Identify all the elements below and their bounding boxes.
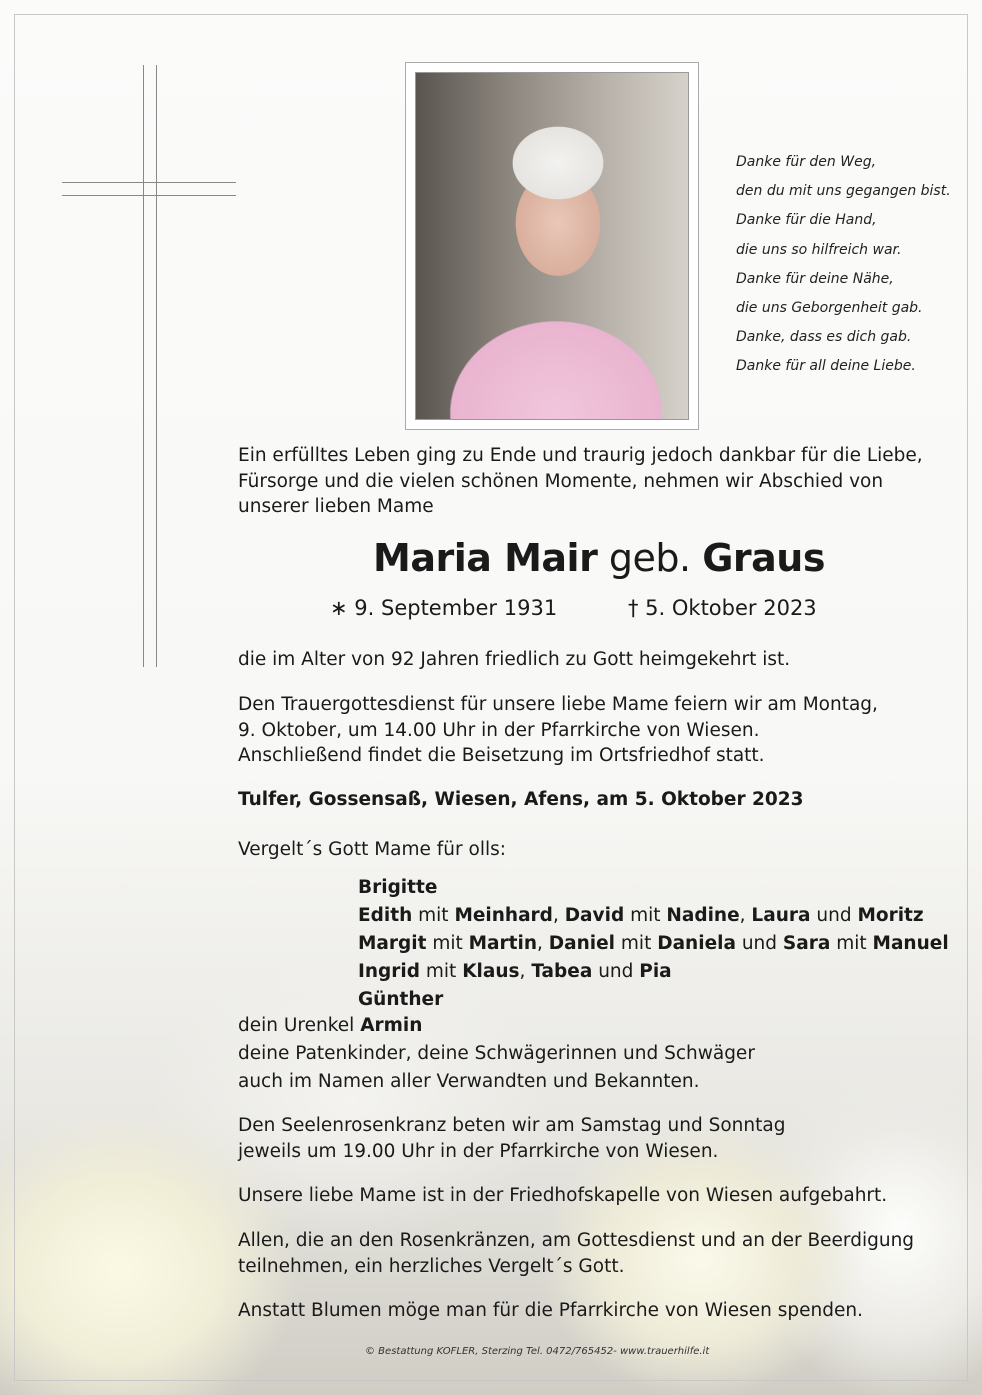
family-connector: und <box>810 905 858 926</box>
poem-line: Danke für deine Nähe, <box>736 270 894 287</box>
poem-line: den du mit uns gegangen bist. <box>736 183 951 200</box>
place-date: Tulfer, Gossensaß, Wiesen, Afens, am 5. Oktober 2023 <box>238 789 804 810</box>
family-name: Sara <box>782 933 831 954</box>
family-name: Klaus <box>462 961 520 982</box>
family-connector: mit <box>426 933 469 954</box>
family-connector: mit <box>830 933 873 954</box>
name-first: Maria Mair <box>373 536 598 580</box>
poem-line: die uns so hilfreich war. <box>736 241 902 258</box>
family-name: Margit <box>358 933 427 954</box>
family-name: Brigitte <box>358 877 438 898</box>
family-name: Tabea <box>531 961 593 982</box>
name-geb: geb. <box>608 536 691 580</box>
family-connector: und <box>735 933 783 954</box>
family-name: Günther <box>358 989 444 1010</box>
text-line: Den Seelenrosenkranz beten wir am Samstag und Sonntag <box>238 1115 786 1136</box>
text-line: Ein erfülltes Leben ging zu Ende und traurig jedoch dankbar für die Liebe, <box>238 445 923 466</box>
family-connector: , <box>537 933 549 954</box>
family-name: Edith <box>358 905 413 926</box>
text-line: jeweils um 19.00 Uhr in der Pfarrkirche von Wiesen. <box>238 1140 719 1162</box>
family-connector: , <box>519 961 532 982</box>
family-list <box>358 874 949 1014</box>
urenkel-name: Armin <box>360 1015 423 1036</box>
laid-out-line: Unsere liebe Mame ist in der Friedhofskapelle von Wiesen aufgebahrt. <box>238 1185 888 1206</box>
family-connector: mit <box>420 961 463 982</box>
family-name: Manuel <box>872 933 949 954</box>
death-date: † 5. Oktober 2023 <box>628 596 817 620</box>
portrait-photo <box>405 62 699 430</box>
family-line <box>358 986 949 1014</box>
age-line: die im Alter von 92 Jahren friedlich zu Gott heimgekehrt ist. <box>238 649 791 670</box>
urenkel-line <box>238 1013 422 1039</box>
birth-date: ∗ 9. September 1931 <box>330 596 558 620</box>
text-line: unserer lieben Mame <box>238 496 434 517</box>
footer-credit: © Bestattung KOFLER, Sterzing Tel. 0472/765452- www.trauerhilfe.it <box>365 1346 710 1357</box>
poem-line: Danke, dass es dich gab. <box>736 329 912 346</box>
gratitude-text <box>238 1228 914 1279</box>
poem-line: Danke für all deine Liebe. <box>736 358 916 375</box>
family-name: Nadine <box>666 905 740 926</box>
family-line <box>358 930 949 958</box>
deceased-name <box>373 536 825 580</box>
thanks-line: Vergelt´s Gott Mame für olls: <box>238 839 506 860</box>
text-line: Anschließend findet die Beisetzung im Ortsfriedhof statt. <box>238 745 765 766</box>
name-maiden: Graus <box>702 536 825 580</box>
family-name: Martin <box>468 933 538 954</box>
family-name: Daniel <box>548 933 616 954</box>
poem-line: die uns Geborgenheit gab. <box>736 300 923 317</box>
intro-text <box>238 443 923 520</box>
family-line <box>358 874 949 902</box>
family-line <box>358 902 949 930</box>
family-name: Pia <box>639 961 672 982</box>
family-connector: mit <box>624 905 667 926</box>
family-name: David <box>564 905 625 926</box>
service-text <box>238 692 878 769</box>
flowers-line: Anstatt Blumen möge man für die Pfarrkirche von Wiesen spenden. <box>238 1300 863 1321</box>
family-name: Meinhard <box>454 905 553 926</box>
family-connector: mit <box>615 933 658 954</box>
family-connector: , <box>552 905 565 926</box>
poem-line: Danke für den Weg, <box>736 154 877 170</box>
poem <box>736 148 951 382</box>
family-name: Ingrid <box>358 961 421 982</box>
text-line: Fürsorge und die vielen schönen Momente, nehmen wir Abschied von <box>238 470 884 492</box>
text-line: teilnehmen, ein herzliches Vergelt´s Gott. <box>238 1255 625 1277</box>
family-connector: und <box>592 961 640 982</box>
family-name: Moritz <box>857 905 924 926</box>
family-connector: , <box>739 905 752 926</box>
family-line <box>358 958 949 986</box>
relatives-text <box>238 1041 755 1094</box>
family-connector: mit <box>412 905 455 926</box>
text-line: Den Trauergottesdienst für unsere liebe Mame feiern wir am Montag, <box>238 694 878 715</box>
family-name: Daniela <box>657 933 736 954</box>
text-line: Allen, die an den Rosenkränzen, am Gottesdienst und an der Beerdigung <box>238 1230 915 1251</box>
text-line: 9. Oktober, um 14.00 Uhr in der Pfarrkirche von Wiesen. <box>238 719 760 741</box>
rosary-text <box>238 1113 785 1164</box>
urenkel-prefix: dein Urenkel <box>238 1015 361 1036</box>
poem-line: Danke für die Hand, <box>736 212 877 229</box>
text-line: auch im Namen aller Verwandten und Bekannten. <box>238 1070 700 1092</box>
text-line: deine Patenkinder, deine Schwägerinnen und Schwäger <box>238 1043 755 1064</box>
family-name: Laura <box>751 905 811 926</box>
